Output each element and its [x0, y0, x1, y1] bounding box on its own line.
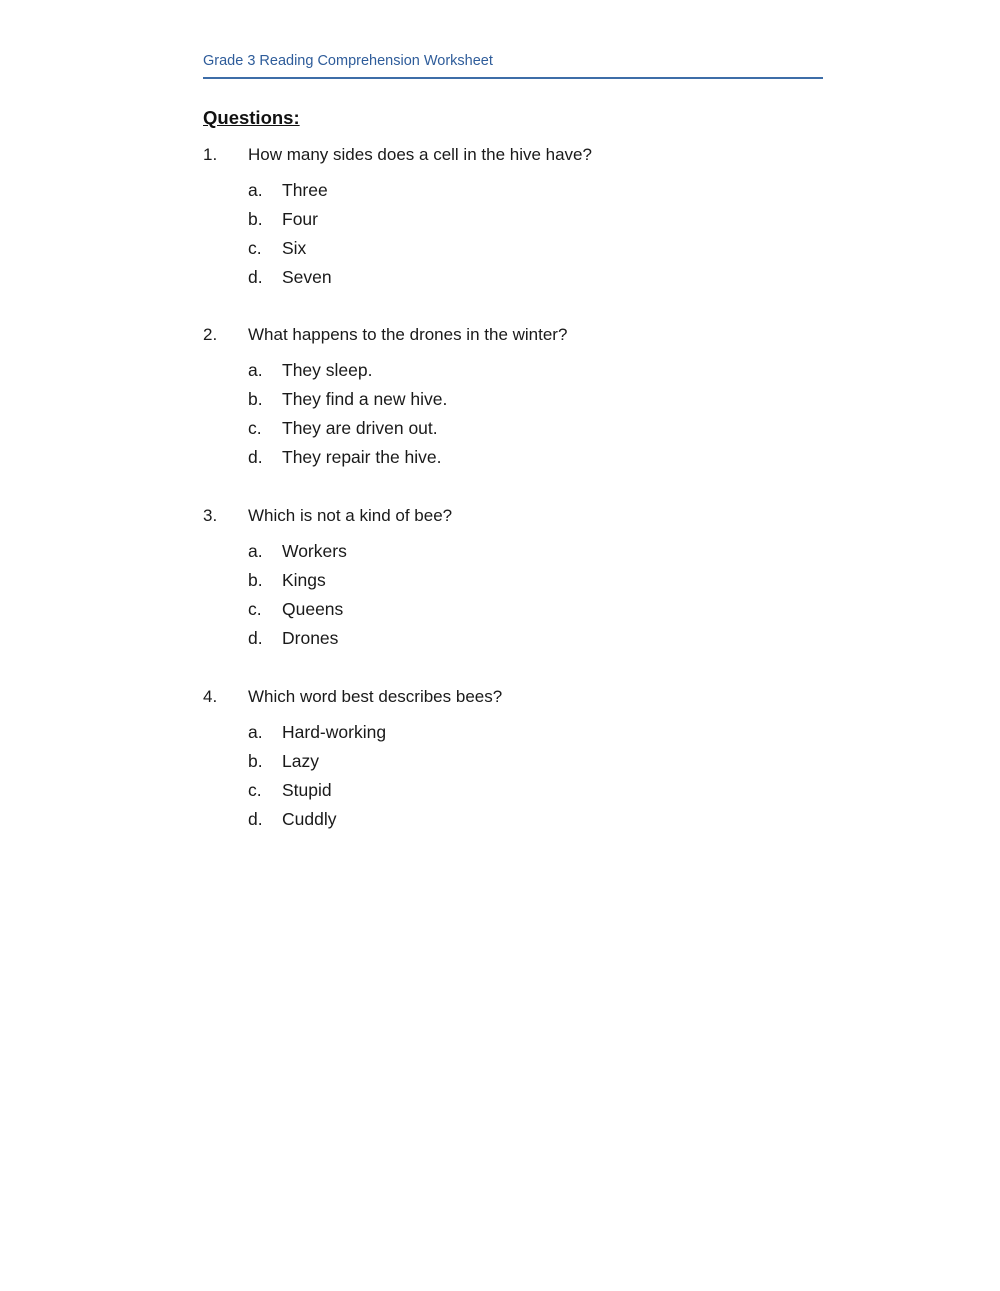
option-letter: a.	[248, 541, 263, 561]
answer-option	[248, 358, 823, 387]
option-text: Six	[282, 238, 307, 258]
option-text: Workers	[282, 541, 347, 561]
option-text: They are driven out.	[282, 418, 438, 438]
option-letter: d.	[248, 628, 263, 648]
option-text: Cuddly	[282, 809, 337, 829]
answer-option	[248, 445, 823, 474]
answer-options	[248, 178, 823, 294]
option-text: Drones	[282, 628, 339, 648]
option-letter: d.	[248, 447, 263, 467]
option-letter: c.	[248, 418, 262, 438]
question-text: How many sides does a cell in the hive have?	[248, 145, 592, 164]
option-text: Queens	[282, 599, 344, 619]
question-number: 4.	[203, 687, 218, 706]
question-row	[203, 323, 823, 347]
option-text: Seven	[282, 267, 332, 287]
option-letter: b.	[248, 570, 263, 590]
answer-option	[248, 387, 823, 416]
option-letter: a.	[248, 360, 263, 380]
option-text: Stupid	[282, 780, 332, 800]
question-text: Which is not a kind of bee?	[248, 506, 453, 525]
option-letter: b.	[248, 209, 263, 229]
option-letter: c.	[248, 780, 262, 800]
option-text: Kings	[282, 570, 326, 590]
option-text: They find a new hive.	[282, 389, 448, 409]
answer-option	[248, 207, 823, 236]
question-number: 1.	[203, 145, 218, 164]
answer-option	[248, 236, 823, 265]
option-text: Four	[282, 209, 318, 229]
option-letter: d.	[248, 267, 263, 287]
option-letter: b.	[248, 751, 263, 771]
question-number: 2.	[203, 325, 218, 344]
answer-option	[248, 807, 823, 836]
question-number: 3.	[203, 506, 218, 525]
answer-option	[248, 416, 823, 445]
option-letter: d.	[248, 809, 263, 829]
answer-option	[248, 720, 823, 749]
option-letter: b.	[248, 389, 263, 409]
option-text: Lazy	[282, 751, 319, 771]
header-title: Grade 3 Reading Comprehension Worksheet	[203, 53, 493, 69]
question-row	[203, 143, 823, 167]
question-1	[203, 143, 823, 294]
answer-option	[248, 749, 823, 778]
questions-heading: Questions:	[203, 107, 300, 128]
question-text: What happens to the drones in the winter?	[248, 325, 568, 344]
option-letter: a.	[248, 180, 263, 200]
page-header	[203, 51, 823, 79]
answer-options	[248, 720, 823, 836]
answer-option	[248, 597, 823, 626]
answer-option	[248, 539, 823, 568]
option-letter: c.	[248, 599, 262, 619]
answer-option	[248, 265, 823, 294]
question-row	[203, 685, 823, 709]
answer-option	[248, 778, 823, 807]
option-text: They repair the hive.	[282, 447, 442, 467]
option-letter: c.	[248, 238, 262, 258]
question-3	[203, 504, 823, 655]
option-text: They sleep.	[282, 360, 373, 380]
option-text: Three	[282, 180, 328, 200]
question-text: Which word best describes bees?	[248, 687, 503, 706]
question-row	[203, 504, 823, 528]
answer-option	[248, 178, 823, 207]
option-text: Hard-working	[282, 722, 387, 742]
answer-options	[248, 539, 823, 655]
answer-option	[248, 568, 823, 597]
answer-options	[248, 358, 823, 474]
option-letter: a.	[248, 722, 263, 742]
question-2	[203, 323, 823, 474]
question-4	[203, 685, 823, 836]
answer-option	[248, 626, 823, 655]
